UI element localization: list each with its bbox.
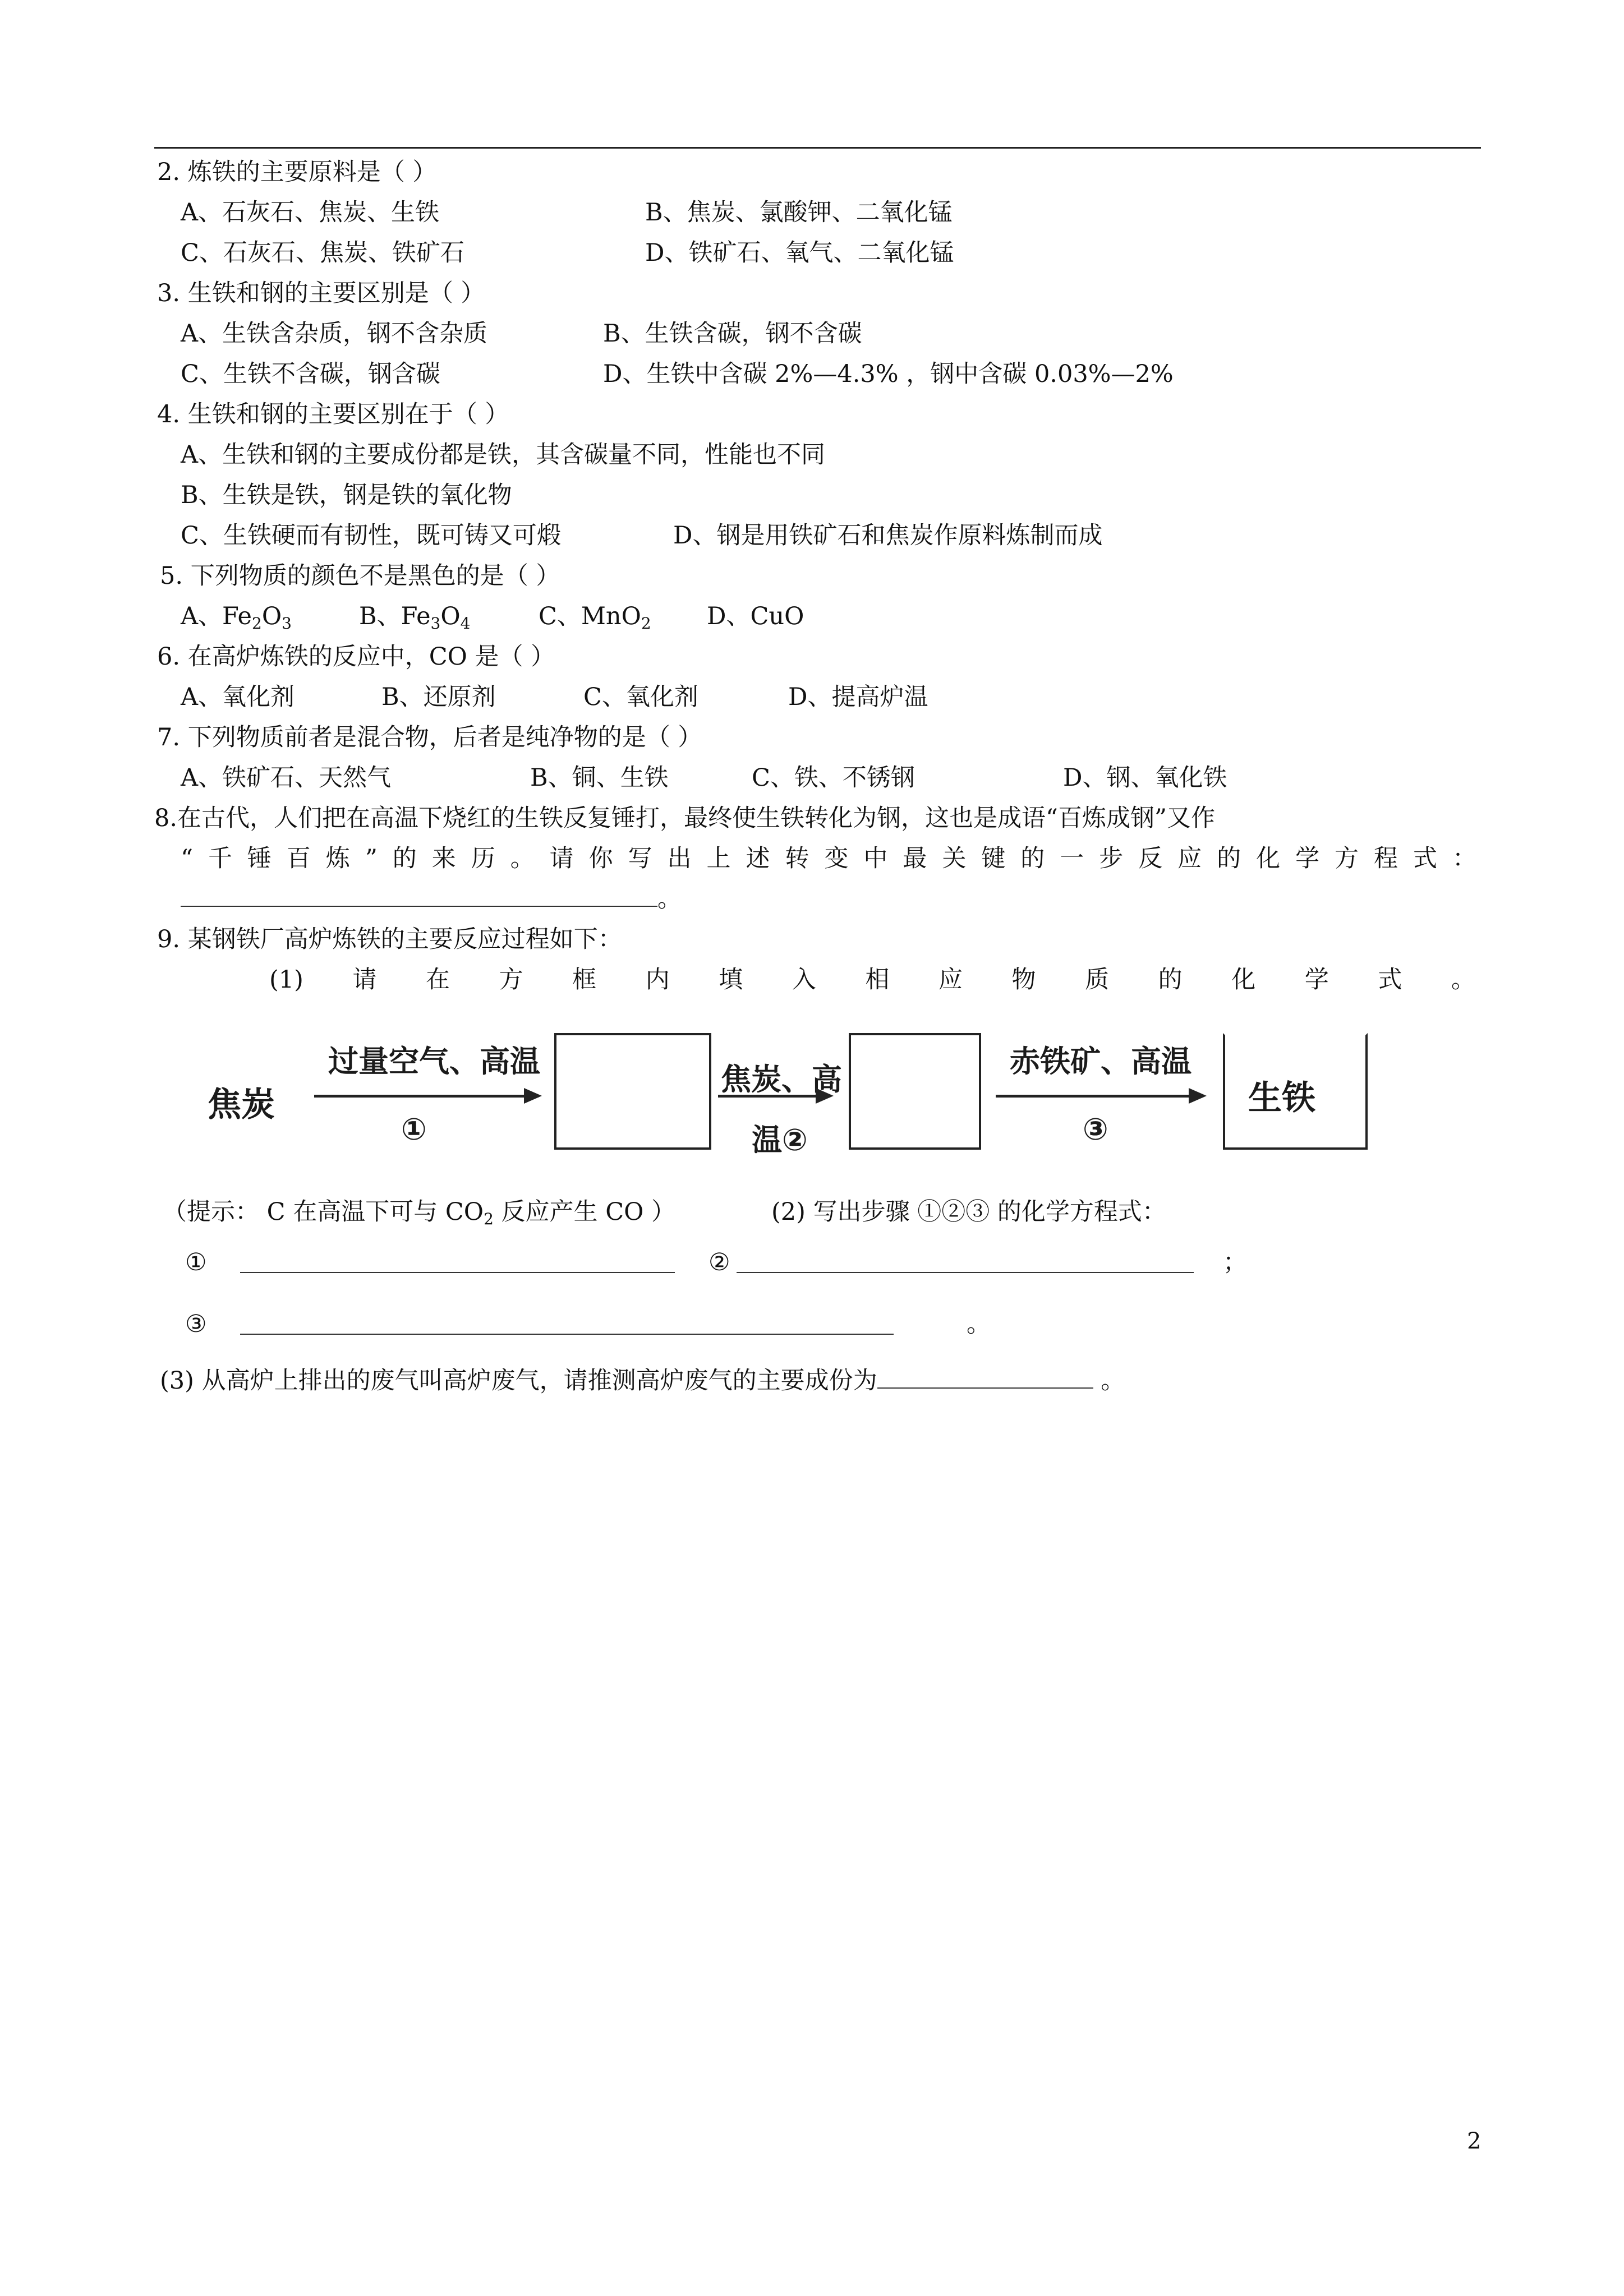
question-9-part-1-char: 化 [1231, 966, 1256, 994]
question-2-option-a: A、石灰石、焦炭、生铁 [181, 199, 440, 227]
question-4-option-c: C、生铁硬而有韧性，既可铸又可煅 [181, 522, 561, 550]
question-8-line-1: 8.在古代，人们把在高温下烧红的生铁反复锤打，最终使生铁转化为钢，这也是成语“百炼成钢”又作 [154, 804, 1215, 832]
question-8-line-2-char: 学 [1295, 845, 1320, 873]
question-9-part-1-char: 请 [352, 966, 377, 994]
question-9-part-1-char: 学 [1304, 966, 1329, 994]
equation-3-end: 。 [967, 1310, 991, 1338]
waste-gas-answer-blank[interactable] [877, 1365, 1093, 1389]
equation-2-label: ② [709, 1248, 730, 1276]
question-4-option-d: D、钢是用铁矿石和焦炭作原料炼制而成 [673, 522, 1103, 550]
question-6-option-a: A、氧化剂 [181, 683, 295, 711]
question-8-line-2-char: ： [1452, 845, 1476, 873]
question-8-line-2-char: 的 [1217, 845, 1241, 873]
question-8-line-2-char: 的 [1020, 845, 1045, 873]
question-3-stem: 3. 生铁和钢的主要区别是（ ） [157, 279, 485, 307]
question-8-line-2-char: 。 [510, 845, 535, 873]
blast-furnace-flow-diagram [208, 1026, 1329, 1178]
question-8-line-2-char: 键 [981, 845, 1006, 873]
question-9-part-1-char: 入 [792, 966, 816, 994]
question-8-line-2-char: 方 [1335, 845, 1359, 873]
question-8-line-2-char: 上 [706, 845, 731, 873]
question-8-line-2-char: “ [181, 845, 193, 873]
question-8-line-2-char: 反 [1138, 845, 1163, 873]
question-8-line-2-char: 写 [628, 845, 652, 873]
question-7-stem: 7. 下列物质前者是混合物，后者是纯净物的是（ ） [157, 723, 702, 751]
header-rule [154, 147, 1481, 149]
equation-1-label: ① [185, 1248, 207, 1276]
question-9-part-2: (2) 写出步骤 ①②③ 的化学方程式： [771, 1198, 1166, 1226]
question-9-part-1-char: 物 [1011, 966, 1036, 994]
question-8-answer-blank[interactable] [181, 883, 657, 907]
question-8-line-2-char: 中 [863, 845, 888, 873]
question-8-line-2-char: 式 [1413, 845, 1437, 873]
diagram-step-3-label: ③ [1083, 1112, 1108, 1147]
question-9-part-1-char: 框 [572, 966, 597, 994]
question-9-part-1-char: (1) [269, 966, 303, 994]
question-3-option-d: D、生铁中含碳 2%—4.3% ，钢中含碳 0.03%—2% [603, 360, 1174, 388]
diagram-step-1-condition: 过量空气、高温 [328, 1044, 540, 1079]
diagram-step-3-condition: 赤铁矿、高温 [1010, 1044, 1191, 1079]
question-3-option-b: B、生铁含碳，钢不含碳 [603, 320, 862, 348]
question-9-part-1-char: 式 [1378, 966, 1402, 994]
question-8-line-2-char: 请 [549, 845, 574, 873]
question-9-part-1-char: 的 [1158, 966, 1183, 994]
question-6-stem: 6. 在高炉炼铁的反应中，CO 是（ ） [157, 643, 555, 671]
question-3-option-a: A、生铁含杂质，钢不含杂质 [181, 320, 488, 348]
equation-2-end: ； [1223, 1248, 1247, 1276]
page-number: 2 [1467, 2128, 1482, 2154]
diagram-arrow-3 [996, 1095, 1203, 1098]
question-8-line-2-char: 出 [667, 845, 692, 873]
question-7-option-a: A、铁矿石、天然气 [181, 764, 392, 792]
question-8-line-2 [181, 842, 1476, 875]
diagram-start-coke: 焦炭 [208, 1085, 275, 1124]
question-8-line-2-char: 来 [431, 845, 456, 873]
diagram-end-pig-iron: 生铁 [1248, 1078, 1315, 1118]
question-5-option-a: A、$Fe_2O_3$ [181, 602, 292, 633]
question-9-part-1-char: 。 [1451, 966, 1475, 994]
question-8-line-2-char: ” [365, 845, 378, 873]
question-6-option-b: B、还原剂 [381, 683, 496, 711]
question-9-part-1-char: 方 [499, 966, 523, 994]
question-8-line-2-char: 千 [208, 845, 232, 873]
diagram-step-2-condition: 焦炭、高 [721, 1062, 842, 1097]
question-4-option-a: A、生铁和钢的主要成份都是铁，其含碳量不同，性能也不同 [181, 441, 826, 469]
question-2-option-b: B、焦炭、氯酸钾、二氧化锰 [645, 199, 953, 227]
question-5-option-c: C、MnO$_2$ [539, 602, 651, 633]
question-8-line-2-char: 历 [471, 845, 495, 873]
question-8-line-2-char: 程 [1374, 845, 1398, 873]
question-4-stem: 4. 生铁和钢的主要区别在于（ ） [157, 400, 509, 428]
question-5-option-b: B、$Fe_3O_4$ [359, 602, 471, 633]
question-7-option-c: C、铁、不锈钢 [752, 764, 915, 792]
question-8-line-2-char: 化 [1256, 845, 1281, 873]
question-2-stem: 2. 炼铁的主要原料是（ ） [157, 158, 437, 186]
question-8-line-2-char: 转 [785, 845, 809, 873]
equation-2-blank[interactable] [737, 1250, 1194, 1273]
question-6-option-d: D、提高炉温 [788, 683, 928, 711]
question-9-stem: 9. 某钢铁厂高炉炼铁的主要反应过程如下： [157, 925, 622, 953]
question-8-line-2-char: 关 [942, 845, 967, 873]
question-8-line-2-char: 述 [746, 845, 770, 873]
question-3-option-c: C、生铁不含碳，钢含碳 [181, 360, 440, 388]
diagram-arrow-1 [314, 1095, 539, 1098]
question-9-part-3: (3) 从高炉上排出的废气叫高炉废气，请推测高炉废气的主要成份为 。 [160, 1364, 1125, 1397]
diagram-step-2-label: 温② [752, 1122, 808, 1158]
question-9-part-1-char: 内 [645, 966, 670, 994]
question-8-line-2-char: 你 [588, 845, 613, 873]
diagram-answer-box-1[interactable] [554, 1033, 711, 1150]
question-8-line-2-char: 应 [1177, 845, 1202, 873]
equation-3-label: ③ [185, 1310, 207, 1338]
question-8-line-2-char: 变 [824, 845, 849, 873]
diagram-arrow-2 [718, 1095, 830, 1098]
question-9-part-1-char: 质 [1085, 966, 1110, 994]
diagram-answer-box-2[interactable] [849, 1033, 981, 1150]
question-2-option-c: C、石灰石、焦炭、铁矿石 [181, 239, 464, 267]
question-8-line-2-char: 炼 [325, 845, 350, 873]
question-4-option-b: B、生铁是铁，钢是铁的氧化物 [181, 481, 512, 509]
equation-1-blank[interactable] [240, 1250, 675, 1273]
question-5-stem: 5. 下列物质的颜色不是黑色的是（ ） [160, 562, 560, 590]
question-6-option-c: C、氧化剂 [583, 683, 698, 711]
question-8-line-2-char: 百 [286, 845, 311, 873]
equation-3-blank[interactable] [240, 1311, 894, 1335]
diagram-step-1-label: ① [401, 1112, 427, 1147]
question-5-option-d: D、CuO [707, 602, 804, 630]
question-8-answer-line: 。 [181, 883, 682, 915]
question-8-line-2-char: 一 [1060, 845, 1084, 873]
question-2-option-d: D、铁矿石、氧气、二氧化锰 [645, 239, 954, 267]
question-9-part-1-char: 填 [719, 966, 743, 994]
question-7-option-b: B、铜、生铁 [530, 764, 669, 792]
question-9-part-1-char: 在 [426, 966, 450, 994]
question-9-part-1-char: 相 [865, 966, 890, 994]
question-8-line-2-char: 最 [903, 845, 927, 873]
question-7-option-d: D、钢、氧化铁 [1063, 764, 1227, 792]
question-8-line-2-char: 步 [1099, 845, 1124, 873]
question-8-line-2-char: 的 [392, 845, 417, 873]
question-9-hint: （提示： C 在高温下可与 $CO_2$ 反应产生 CO ） [163, 1198, 676, 1228]
question-9-part-1-char: 应 [938, 966, 963, 994]
question-9-part-1 [269, 963, 1475, 996]
question-8-line-2-char: 锤 [247, 845, 272, 873]
